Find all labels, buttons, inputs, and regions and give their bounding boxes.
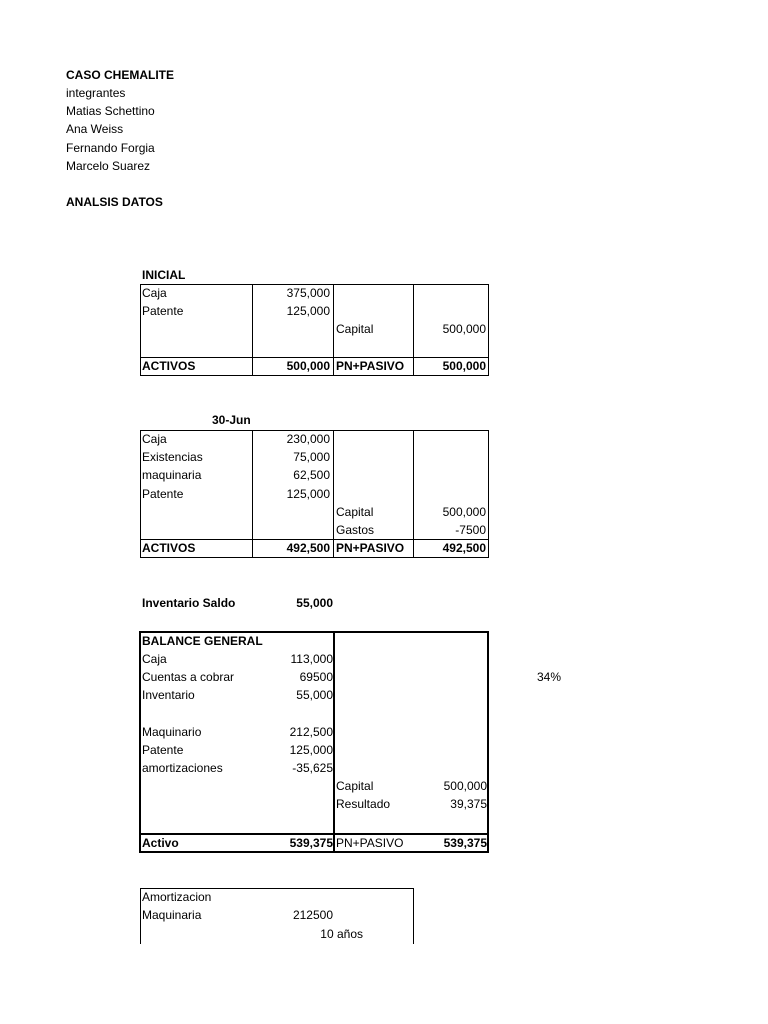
table-rule — [140, 539, 489, 540]
analysis-title: ANALSIS DATOS — [66, 195, 163, 209]
inicial-total-value: 500,000 — [286, 359, 330, 373]
table-rule — [140, 888, 414, 889]
balance-total-label: Activo — [142, 836, 179, 850]
balance-value: 55,000 — [296, 688, 333, 702]
balance-label: Capital — [336, 779, 374, 793]
balance-value: 69500 — [299, 670, 333, 684]
junio-value: -7500 — [455, 523, 486, 537]
junio-total-value: 492,500 — [442, 541, 486, 555]
member-name: Ana Weiss — [66, 122, 124, 136]
balance-value: 500,000 — [443, 779, 487, 793]
member-name: Matias Schettino — [66, 104, 155, 118]
table-rule — [140, 357, 489, 358]
amortizacion-years: 10 años — [320, 927, 363, 941]
inicial-value: 375,000 — [286, 286, 330, 300]
junio-total-value: 492,500 — [286, 541, 330, 555]
balance-label: Cuentas a cobrar — [142, 670, 235, 684]
inicial-total-value: 500,000 — [442, 359, 486, 373]
inicial-title: INICIAL — [142, 268, 186, 282]
inicial-total-label: PN+PASIVO — [336, 359, 405, 373]
inventario-value: 55,000 — [296, 596, 333, 610]
amortizacion-label: Maquinaria — [142, 908, 202, 922]
balance-label: Patente — [142, 743, 184, 757]
balance-value: 212,500 — [289, 725, 333, 739]
junio-total-label: PN+PASIVO — [336, 541, 405, 555]
table-rule — [139, 833, 489, 835]
inicial-label: Capital — [336, 322, 374, 336]
junio-value: 230,000 — [286, 432, 330, 446]
inicial-value: 125,000 — [286, 304, 330, 318]
amortizacion-value: 212500 — [292, 908, 333, 922]
balance-label: amortizaciones — [142, 761, 223, 775]
junio-label: Gastos — [336, 523, 375, 537]
balance-total-value: 539,375 — [443, 836, 487, 850]
junio-title: 30-Jun — [212, 413, 251, 427]
junio-label: Capital — [336, 505, 374, 519]
balance-label: Inventario — [142, 688, 195, 702]
table-divider — [140, 888, 141, 944]
balance-label: Maquinario — [142, 725, 202, 739]
member-name: Fernando Forgia — [66, 141, 155, 155]
junio-value: 500,000 — [442, 505, 486, 519]
balance-title: BALANCE GENERAL — [142, 634, 263, 648]
table-divider — [333, 284, 334, 376]
junio-value: 75,000 — [293, 450, 330, 464]
inicial-label: Patente — [142, 304, 184, 318]
table-divider — [413, 284, 414, 376]
junio-value: 62,500 — [293, 468, 330, 482]
junio-total-label: ACTIVOS — [142, 541, 196, 555]
balance-total-value: 539,375 — [289, 836, 333, 850]
balance-total-label: PN+PASIVO — [336, 836, 404, 850]
members-label: integrantes — [66, 86, 126, 100]
inventario-label: Inventario Saldo — [142, 596, 236, 610]
inicial-label: Caja — [142, 286, 167, 300]
junio-value: 125,000 — [286, 487, 330, 501]
table-divider — [252, 284, 253, 376]
balance-value: -35,625 — [292, 761, 333, 775]
balance-value: 125,000 — [289, 743, 333, 757]
balance-label: Resultado — [336, 797, 391, 811]
table-divider — [333, 631, 335, 853]
balance-value: 39,375 — [450, 797, 487, 811]
balance-label: Caja — [142, 652, 167, 666]
document-title: CASO CHEMALITE — [66, 68, 174, 82]
amortizacion-title: Amortizacion — [142, 890, 212, 904]
junio-label: Existencias — [142, 450, 203, 464]
junio-label: Caja — [142, 432, 167, 446]
junio-label: Patente — [142, 487, 184, 501]
member-name: Marcelo Suarez — [66, 159, 151, 173]
percent-note: 34% — [537, 670, 562, 684]
balance-value: 113,000 — [290, 652, 333, 666]
junio-label: maquinaria — [142, 468, 202, 482]
table-divider — [413, 888, 414, 944]
inicial-value: 500,000 — [442, 322, 486, 336]
inicial-total-label: ACTIVOS — [142, 359, 196, 373]
